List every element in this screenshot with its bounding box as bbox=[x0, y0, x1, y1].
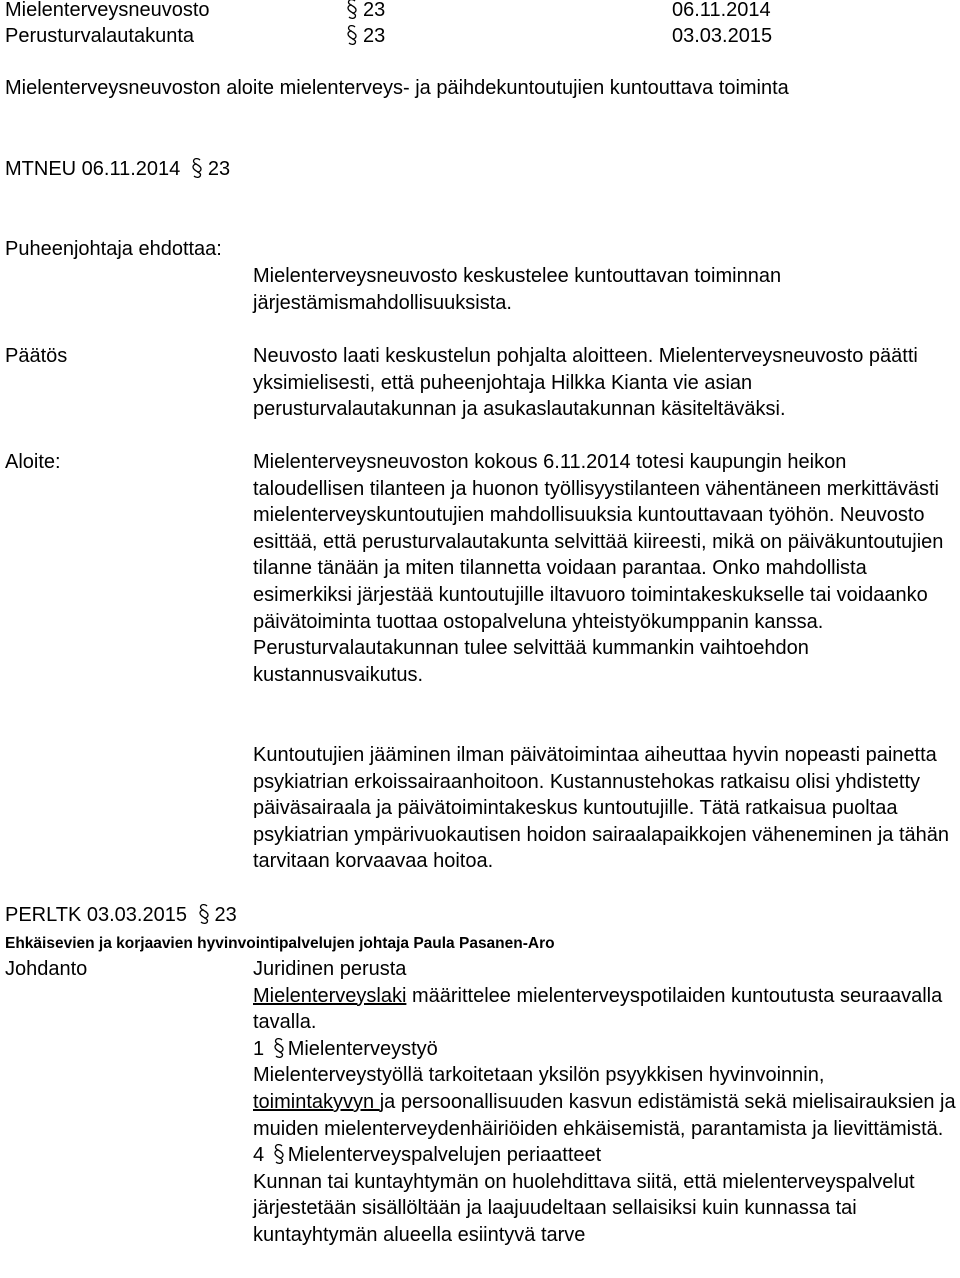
section-sign-icon bbox=[190, 157, 204, 179]
decision-label: Päätös bbox=[5, 345, 68, 367]
header-num-1: 23 bbox=[345, 0, 385, 24]
header-date-2: 03.03.2015 bbox=[672, 25, 773, 47]
decision-text: Neuvosto laati keskustelun pohjalta aloitteen. Mielenterveysneuvosto päätti yksimielisesti, että puheenjohtaja Hilkka Kianta vie asian perusturvalautakunnan ja asukaslautakunnan käsiteltäväksi. bbox=[253, 345, 918, 421]
toimintakyky-link[interactable]: toimintakyvyn bbox=[253, 1090, 380, 1113]
header-num-2: 23 bbox=[345, 23, 385, 50]
initiative-label: Aloite: bbox=[5, 451, 61, 473]
initiative-text-2: Kuntoutujien jääminen ilman päivätoimintaa aiheuttaa hyvin nopeasti painetta psykiatrian erkoissairaanhoitoon. Kustannustehokas ratkaisu olisi yhdistetty päiväsairaala ja päivätoimintakeskus kuntoutujille. Tätä ratkaisua puoltaa psykiatrian ympärivuokautisen hoidon sairaalapaikkojen väheneminen ja tähän tarvitaan korvaavaa hoitoa. bbox=[253, 744, 949, 873]
intro-body bbox=[253, 956, 958, 1249]
mtneu-heading: MTNEU 06.11.2014 23 bbox=[5, 158, 231, 180]
proposal-text: Mielenterveysneuvosto keskustelee kuntouttavan toiminnan järjestämismahdollisuuksista. bbox=[253, 265, 782, 314]
section-sign-icon bbox=[197, 903, 211, 925]
law-paragraph: Mielenterveyslaki määrittelee mielenterveyspotilaiden kuntoutusta seuraavalla tavalla. bbox=[253, 984, 943, 1034]
preparer: Ehkäisevien ja korjaavien hyvinvointipalvelujen johtaja Paula Pasanen-Aro bbox=[5, 935, 555, 952]
law-link[interactable]: Mielenterveyslaki bbox=[253, 984, 407, 1007]
section-4-heading: 4 Mielenterveyspalvelujen periaatteet bbox=[253, 1144, 602, 1167]
perltk-heading: PERLTK 03.03.2015 23 bbox=[5, 904, 237, 926]
section-sign-icon bbox=[345, 24, 359, 46]
section-sign-icon bbox=[272, 1037, 286, 1059]
intro-label: Johdanto bbox=[5, 958, 88, 980]
header-date-1: 06.11.2014 bbox=[672, 0, 771, 21]
section-sign-icon bbox=[272, 1143, 286, 1165]
proposal-label: Puheenjohtaja ehdottaa: bbox=[5, 238, 222, 260]
section-1-text: Mielenterveystyöllä tarkoitetaan yksilön psyykkisen hyvinvoinnin, toimintakyvyn ja persoonallisuuden kasvun edistämistä sekä mielisairauksien ja muiden mielenterveydenhäiriöiden ehkäisemistä, parantamista ja lievittämistä. bbox=[253, 1064, 956, 1140]
section-4-text: Kunnan tai kuntayhtymän on huolehdittava siitä, että mielenterveyspalvelut järjestetään sisällöltään ja laajuudeltaan sellaisiksi kuin kunnassa tai kuntayhtymän alueella esiintyvä tarve bbox=[253, 1170, 915, 1246]
section-1-heading: 1 Mielenterveystyö bbox=[253, 1037, 438, 1060]
document-title: Mielenterveysneuvoston aloite mielenterveys- ja päihdekuntoutujien kuntouttava toiminta bbox=[5, 77, 789, 99]
initiative-text-1: Mielenterveysneuvoston kokous 6.11.2014 totesi kaupungin heikon taloudellisen tilanteen ja huonon työllisyystilanteen vähentäneen merkittävästi mielenterveyskuntoutujien mahdollisuuksia kuntouttavaan työhön. Neuvosto esittää, että perusturvalautakunta selvittää kiireesti, mikä on päiväkuntoutujien tilanne tänään ja miten tilannetta voidaan parantaa. Onko mahdollista esimerkiksi järjestää kuntoutujille iltavuoro toimintakeskukselle tai voidaanko päivätoiminta tuottaa ostopalveluna yhteistyökumppanin kanssa. Perusturvalautakunnan tulee selvittää kummankin vaihtoehdon kustannusvaikutus. bbox=[253, 451, 944, 686]
header-body-2: Perusturvalautakunta bbox=[5, 25, 195, 47]
header-body-1: Mielenterveysneuvosto bbox=[5, 0, 210, 21]
intro-heading: Juridinen perusta bbox=[253, 958, 407, 980]
section-sign-icon bbox=[345, 0, 359, 20]
